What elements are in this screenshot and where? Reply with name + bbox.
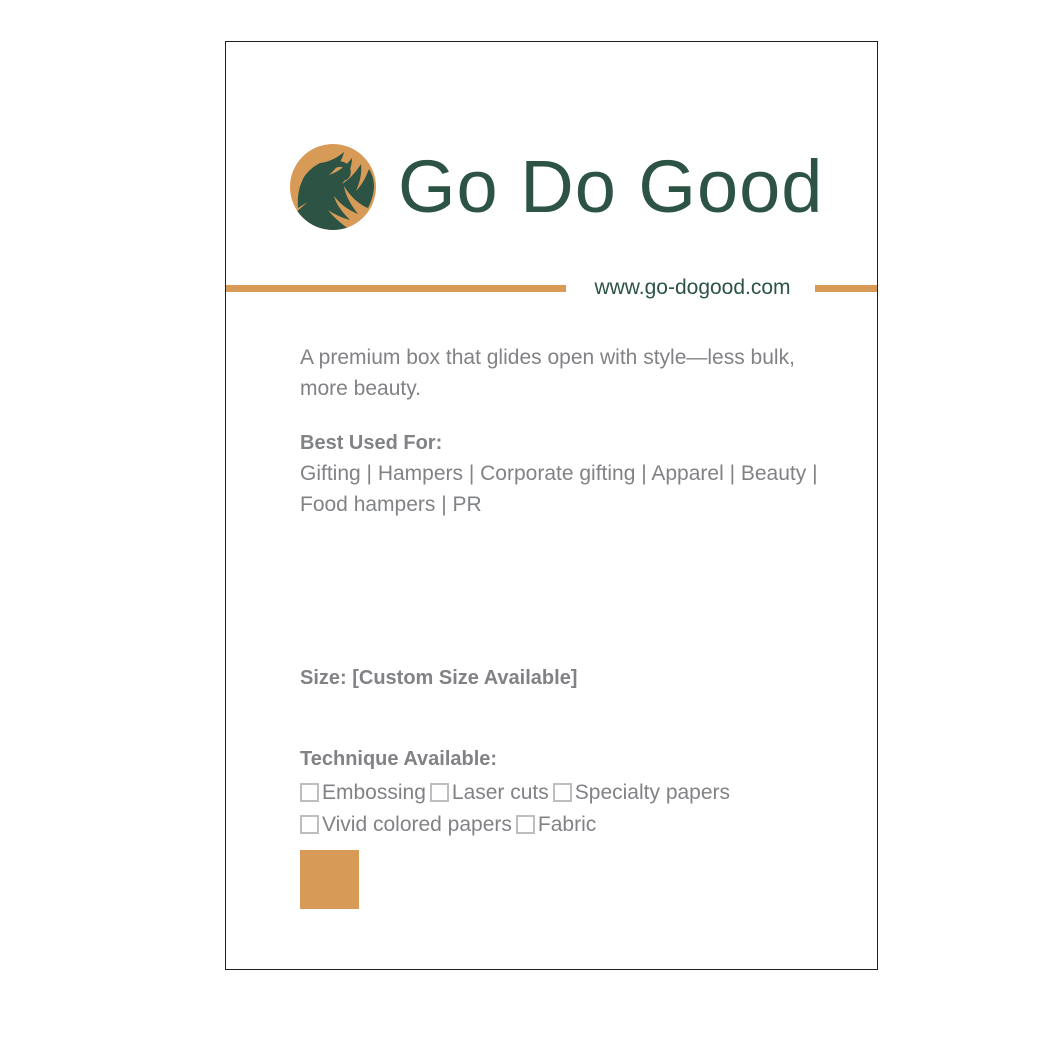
technique-option[interactable]	[300, 813, 512, 836]
checkbox-icon[interactable]	[300, 815, 319, 834]
card-body	[300, 342, 820, 520]
card-header	[226, 42, 877, 280]
checkbox-icon[interactable]	[516, 815, 535, 834]
technique-option-label: Specialty papers	[574, 781, 731, 804]
technique-option[interactable]	[516, 813, 596, 836]
website-url: www.go-dogood.com	[594, 276, 791, 299]
checkbox-icon[interactable]	[430, 783, 449, 802]
product-card	[225, 41, 878, 970]
product-description: A premium box that glides open with style—less bulk, more beauty.	[300, 346, 795, 400]
best-used-for-value: Gifting | Hampers | Corporate gifting | Apparel | Beauty | Food hampers | PR	[300, 462, 818, 516]
size-line: Size: [Custom Size Available]	[300, 667, 578, 689]
technique-option-label: Embossing	[322, 781, 426, 804]
website-rule	[226, 273, 877, 305]
technique-section	[300, 748, 820, 841]
rule-left-segment	[226, 285, 566, 292]
logo-icon	[290, 144, 376, 230]
technique-label: Technique Available:	[300, 748, 498, 770]
technique-option[interactable]	[553, 781, 730, 804]
technique-option-label: Laser cuts	[451, 781, 549, 804]
technique-option[interactable]	[430, 781, 549, 804]
best-used-for-label: Best Used For:	[300, 432, 443, 454]
checkbox-icon[interactable]	[553, 783, 572, 802]
brand-lockup	[290, 144, 823, 230]
checkbox-icon[interactable]	[300, 783, 319, 802]
technique-option-label: Fabric	[537, 813, 597, 836]
color-swatch	[300, 850, 359, 909]
technique-option[interactable]	[300, 781, 426, 804]
brand-name: Go Do Good	[398, 145, 824, 228]
rule-right-segment	[815, 285, 877, 292]
technique-option-label: Vivid colored papers	[322, 813, 512, 836]
technique-options	[300, 777, 820, 841]
